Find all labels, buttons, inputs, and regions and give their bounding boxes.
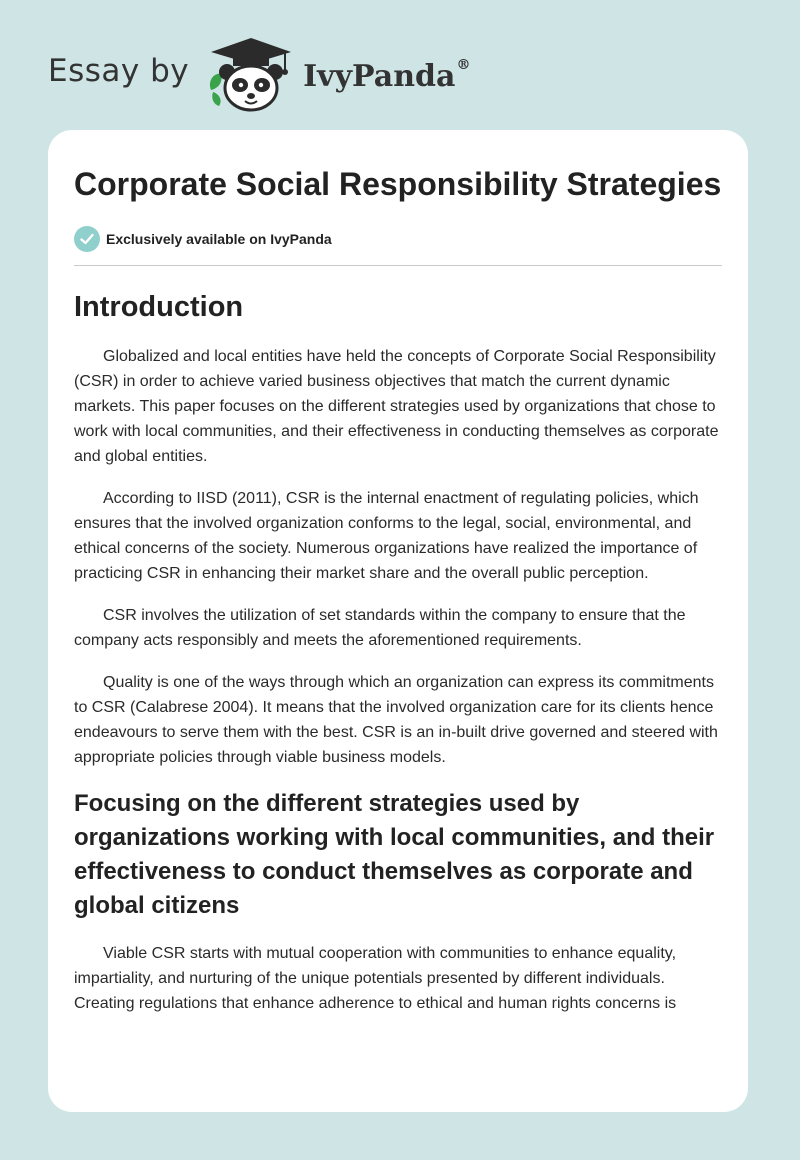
badge-label: Exclusively available on IvyPanda [106, 231, 332, 247]
paragraph: Viable CSR starts with mutual cooperation with communities to enhance equality, impartiality, and nurturing of the unique potentials presented by different individuals. Creating regulations that enhance adherence to ethical and human rights concerns is [74, 945, 677, 1012]
section-heading-strategies: Focusing on the different strategies used by organizations working with local communities, and their effectiveness to conduct themselves as corporate and global citizens [74, 790, 715, 919]
paragraph: CSR involves the utilization of set standards within the company to ensure that the company acts responsibly and meets the aforementioned requirements. [74, 607, 686, 649]
page-title: Corporate Social Responsibility Strategies [74, 166, 722, 202]
panda-graduate-icon[interactable] [205, 34, 297, 114]
check-circle-icon [74, 226, 100, 252]
divider [74, 265, 722, 266]
paragraph: According to IISD (2011), CSR is the internal enactment of regulating policies, which ensures that the involved organization conforms to the legal, social, environmental, and ethical concerns of the society. Numerous organizations have realized the importance of practicing CSR in enhancing their market share and the overall public perception. [74, 490, 699, 582]
paragraph: Globalized and local entities have held the concepts of Corporate Social Responsibility (CSR) in order to achieve varied business objectives that match the current dynamic markets. This paper focuses on the different strategies used by organizations that chose to work with local communities, and their effectiveness in conducting themselves as corporate and global entities. [74, 348, 719, 465]
paragraph: Quality is one of the ways through which an organization can express its commitments to CSR (Calabrese 2004). It means that the involved organization care for its clients hence endeavours to serve them with the best. CSR is an in-built drive governed and steered with appropriate policies through viable business models. [74, 674, 718, 766]
brand-name[interactable]: IvyPanda® [303, 56, 471, 94]
exclusive-badge [74, 225, 722, 253]
site-header [48, 34, 470, 114]
essay-by-label: Essay by [48, 53, 190, 89]
article-card [48, 130, 748, 1112]
section-heading-introduction: Introduction [74, 291, 244, 323]
